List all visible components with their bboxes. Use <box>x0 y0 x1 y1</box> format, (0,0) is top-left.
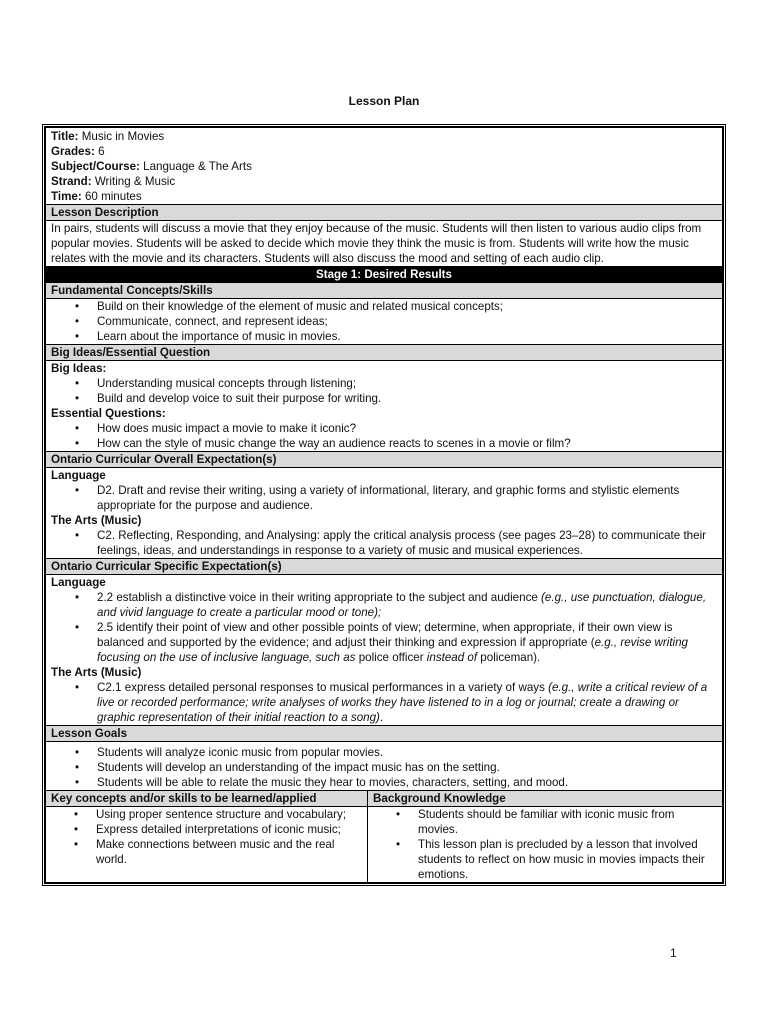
title-line: Title: Music in Movies <box>51 130 165 143</box>
lesson-goals-content <box>46 742 723 791</box>
list-item: • D2. Draft and revise their writing, using a variety of informational, literary, and graphic forms and stylistic elements appropriate for the purpose and audience. <box>97 483 717 513</box>
lesson-plan-table <box>42 124 726 886</box>
strand-line: Strand: Writing & Music <box>51 175 176 188</box>
list-item: • Communicate, connect, and represent ideas; <box>97 314 717 329</box>
language-label: Language <box>51 576 106 589</box>
language-label: Language <box>51 469 106 482</box>
arts-label: The Arts (Music) <box>51 666 142 679</box>
list-item: • C2.1 express detailed personal responses to musical performances in a variety of ways (e.g., write a critical review of a live or recorded performance; write analyses of works they have listened to in a log or journal; create a drawing or graphic representation of their initial reaction to a song). <box>97 680 717 725</box>
list-item: • C2. Reflecting, Responding, and Analysing: apply the critical analysis process (see pages 23–28) to communicate their feelings, ideas, and understandings in response to a variety of music and musical experiences. <box>97 528 717 558</box>
key-concepts-content <box>46 807 368 883</box>
big-ideas-content <box>46 361 723 452</box>
overall-expectations-heading: Ontario Curricular Overall Expectation(s) <box>46 452 723 468</box>
list-item: • Students will develop an understanding of the impact music has on the setting. <box>97 760 717 775</box>
overall-expectations-content <box>46 468 723 559</box>
fundamental-content <box>46 299 723 345</box>
list-item: • 2.5 identify their point of view and other possible points of view; determine, when appropriate, if their own view is balanced and supported by the evidence; and adjust their thinking and expression if appropriate (e.g., revise writing focusing on the use of inclusive language, such as police officer instead of policeman). <box>97 620 717 665</box>
page-title: Lesson Plan <box>348 94 420 108</box>
time-line: Time: 60 minutes <box>51 190 142 203</box>
list-item: • Students will analyze iconic music from popular movies. <box>97 745 717 760</box>
info-row <box>46 128 723 205</box>
list-item: • Understanding musical concepts through listening; <box>97 376 717 391</box>
lesson-description-text: In pairs, students will discuss a movie that they enjoy because of the music. Students will then listen to various audio clips from popular movies. Students will be asked to decide which movie they think the music is from. Students will write how the music relates with the movie and its characters. Students will also discuss the mood and setting of each audio clip. <box>46 221 723 267</box>
list-item: • Learn about the importance of music in movies. <box>97 329 717 344</box>
list-item: • Express detailed interpretations of iconic music; <box>96 822 362 837</box>
list-item: • Make connections between music and the real world. <box>96 837 362 867</box>
list-item: • How can the style of music change the way an audience reacts to scenes in a movie or film? <box>97 436 717 451</box>
big-ideas-heading: Big Ideas/Essential Question <box>46 345 723 361</box>
list-item: • 2.2 establish a distinctive voice in their writing appropriate to the subject and audience (e.g., use punctuation, dialogue, and vivid language to create a particular mood or tone); <box>97 590 717 620</box>
specific-expectations-heading: Ontario Curricular Specific Expectation(s) <box>46 559 723 575</box>
essential-questions-label: Essential Questions: <box>51 407 166 420</box>
big-ideas-label: Big Ideas: <box>51 362 107 375</box>
background-knowledge-heading: Background Knowledge <box>368 791 723 807</box>
list-item: • Using proper sentence structure and vocabulary; <box>96 807 362 822</box>
specific-expectations-content <box>46 575 723 726</box>
lesson-description-heading: Lesson Description <box>46 205 723 221</box>
list-item: • Build and develop voice to suit their purpose for writing. <box>97 391 717 406</box>
list-item: • Build on their knowledge of the element of music and related musical concepts; <box>97 299 717 314</box>
list-item: • How does music impact a movie to make it iconic? <box>97 421 717 436</box>
grades-line: Grades: 6 <box>51 145 105 158</box>
stage-1-heading: Stage 1: Desired Results <box>46 267 723 283</box>
background-knowledge-content <box>368 807 723 883</box>
list-item: • Students should be familiar with iconic music from movies. <box>418 807 717 837</box>
arts-label: The Arts (Music) <box>51 514 142 527</box>
lesson-goals-heading: Lesson Goals <box>46 726 723 742</box>
key-concepts-heading: Key concepts and/or skills to be learned/applied <box>46 791 368 807</box>
list-item: • This lesson plan is precluded by a lesson that involved students to reflect on how music in movies impacts their emotions. <box>418 837 717 882</box>
subject-line: Subject/Course: Language & The Arts <box>51 160 252 173</box>
page-number: 1 <box>670 946 677 960</box>
list-item: • Students will be able to relate the music they hear to movies, characters, setting, and mood. <box>97 775 717 790</box>
fundamental-heading: Fundamental Concepts/Skills <box>46 283 723 299</box>
